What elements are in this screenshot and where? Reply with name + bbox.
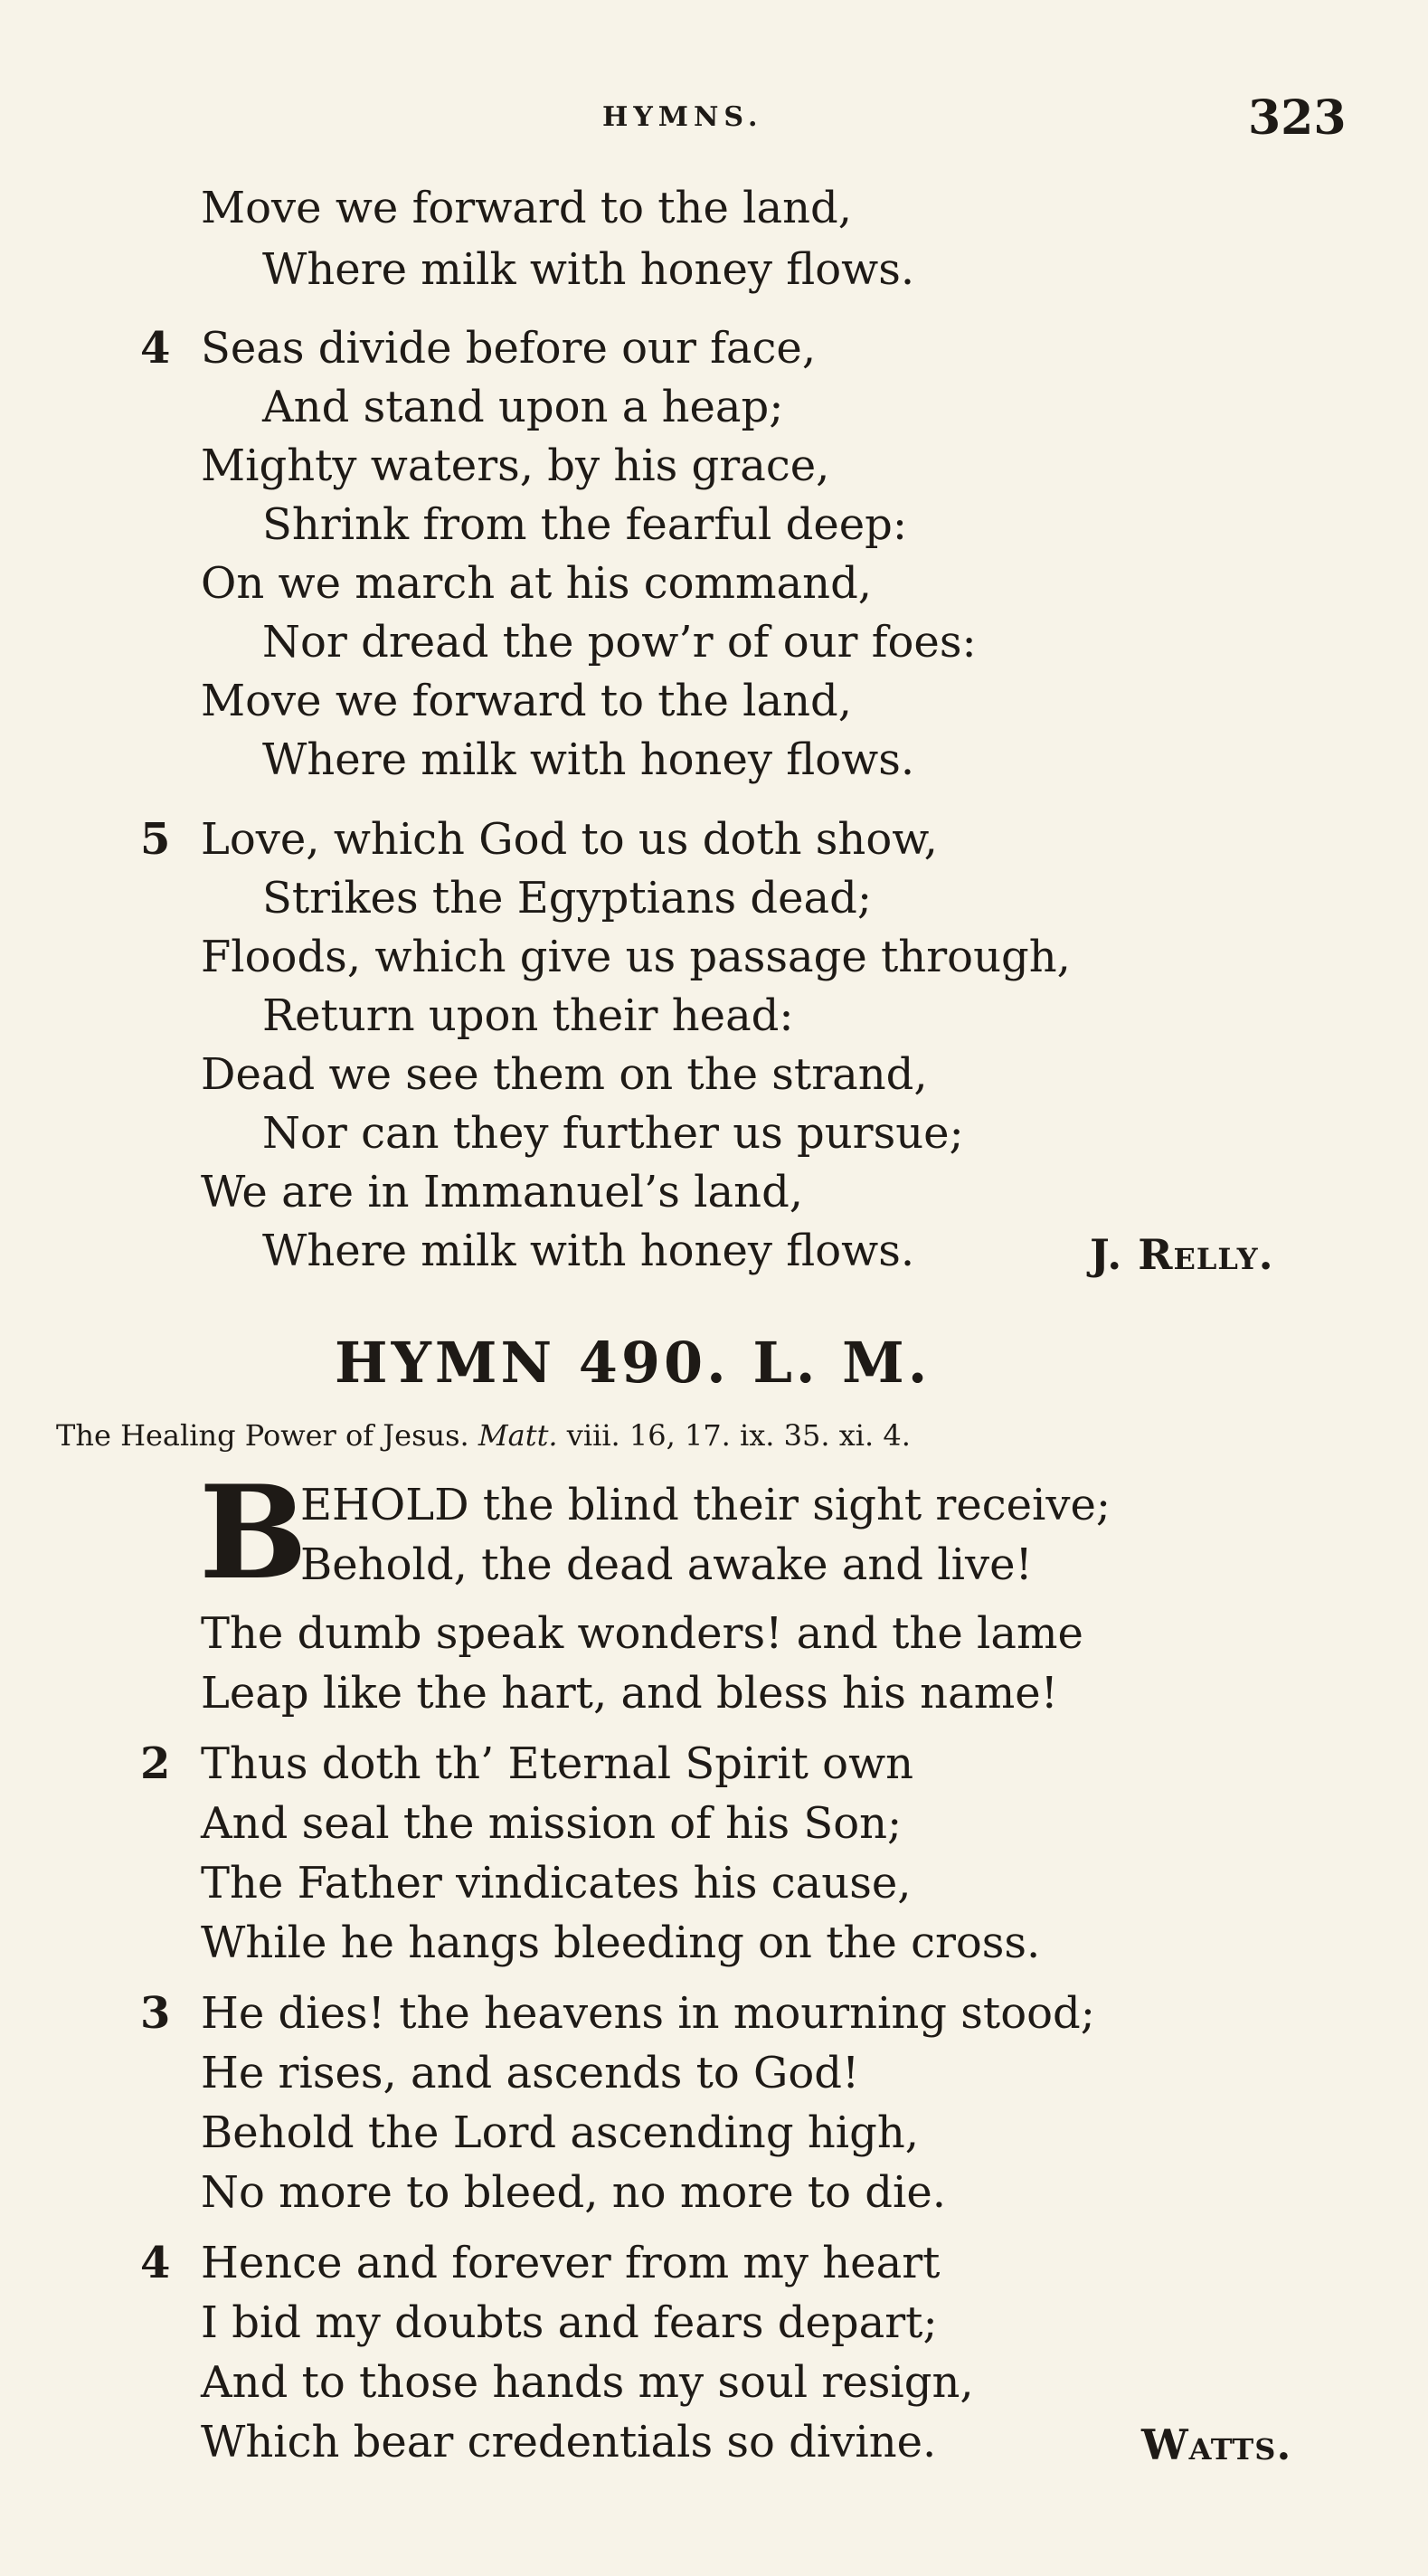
verse-line: No more to bleed, no more to die. bbox=[201, 2167, 947, 2218]
verse-line: And seal the mission of his Son; bbox=[201, 1798, 903, 1849]
verse-line: Move we forward to the land, bbox=[201, 183, 852, 233]
verse-line: Seas divide before our face, bbox=[201, 323, 817, 374]
verse-line: While he hangs bleeding on the cross. bbox=[201, 1918, 1041, 1968]
verse-line: Floods, which give us passage through, bbox=[201, 932, 1071, 982]
verse-line: Which bear credentials so divine. bbox=[201, 2417, 937, 2467]
verse-line: Love, which God to us doth show, bbox=[201, 814, 938, 865]
subtitle-text: The Healing Power of Jesus. bbox=[56, 1418, 469, 1453]
verse-line: EHOLD the blind their sight receive; bbox=[300, 1480, 1111, 1530]
verse-line: The dumb speak wonders! and the lame bbox=[201, 1608, 1083, 1659]
hymn-title: HYMN 490. L. M. bbox=[335, 1330, 932, 1396]
verse-line: Mighty waters, by his grace, bbox=[201, 440, 830, 491]
hymn-subtitle bbox=[56, 1418, 911, 1453]
verse-line: Dead we see them on the strand, bbox=[201, 1049, 928, 1100]
page-number: 323 bbox=[1248, 90, 1347, 146]
verse-line: He dies! the heavens in mourning stood; bbox=[201, 1988, 1095, 2039]
verse-line: And stand upon a heap; bbox=[262, 382, 784, 432]
verse-line: Where milk with honey flows. bbox=[262, 244, 915, 295]
verse-line: And to those hands my soul resign, bbox=[201, 2357, 974, 2408]
verse-line: Leap like the hart, and bless his name! bbox=[201, 1668, 1058, 1719]
verse-line: Shrink from the fearful deep: bbox=[262, 499, 908, 550]
stanza-number: 4 bbox=[140, 323, 171, 374]
verse-line: Nor dread the pow’r of our foes: bbox=[262, 617, 977, 668]
verse-line: Move we forward to the land, bbox=[201, 676, 852, 726]
verse-line: Where milk with honey flows. bbox=[262, 1226, 915, 1276]
verse-line: The Father vindicates his cause, bbox=[201, 1858, 912, 1908]
scripture-reference: viii. 16, 17. ix. 35. xi. 4. bbox=[566, 1418, 911, 1453]
author-attribution: J. Relly. bbox=[1090, 1230, 1274, 1279]
verse-line: Return upon their head: bbox=[262, 990, 794, 1041]
scripture-book: Matt. bbox=[478, 1418, 558, 1453]
verse-line: I bid my doubts and fears depart; bbox=[201, 2297, 938, 2348]
stanza-number: 2 bbox=[140, 1738, 171, 1789]
running-head: HYMNS. bbox=[602, 101, 763, 133]
stanza-number: 5 bbox=[140, 814, 171, 865]
verse-line: On we march at his command, bbox=[201, 558, 873, 609]
stanza-number: 4 bbox=[140, 2238, 171, 2288]
verse-line: Where milk with honey flows. bbox=[262, 734, 915, 785]
verse-line: Hence and forever from my heart bbox=[201, 2238, 941, 2288]
drop-cap: B bbox=[199, 1458, 308, 1608]
verse-line: Behold the Lord ascending high, bbox=[201, 2107, 919, 2158]
verse-line: Nor can they further us pursue; bbox=[262, 1108, 964, 1159]
stanza-number: 3 bbox=[140, 1988, 171, 2039]
verse-line: Thus doth th’ Eternal Spirit own bbox=[201, 1738, 914, 1789]
verse-line: We are in Immanuel’s land, bbox=[201, 1167, 804, 1217]
verse-line: Behold, the dead awake and live! bbox=[300, 1539, 1033, 1590]
author-attribution: Watts. bbox=[1141, 2420, 1292, 2469]
verse-line: Strikes the Egyptians dead; bbox=[262, 873, 873, 923]
verse-line: He rises, and ascends to God! bbox=[201, 2048, 860, 2098]
